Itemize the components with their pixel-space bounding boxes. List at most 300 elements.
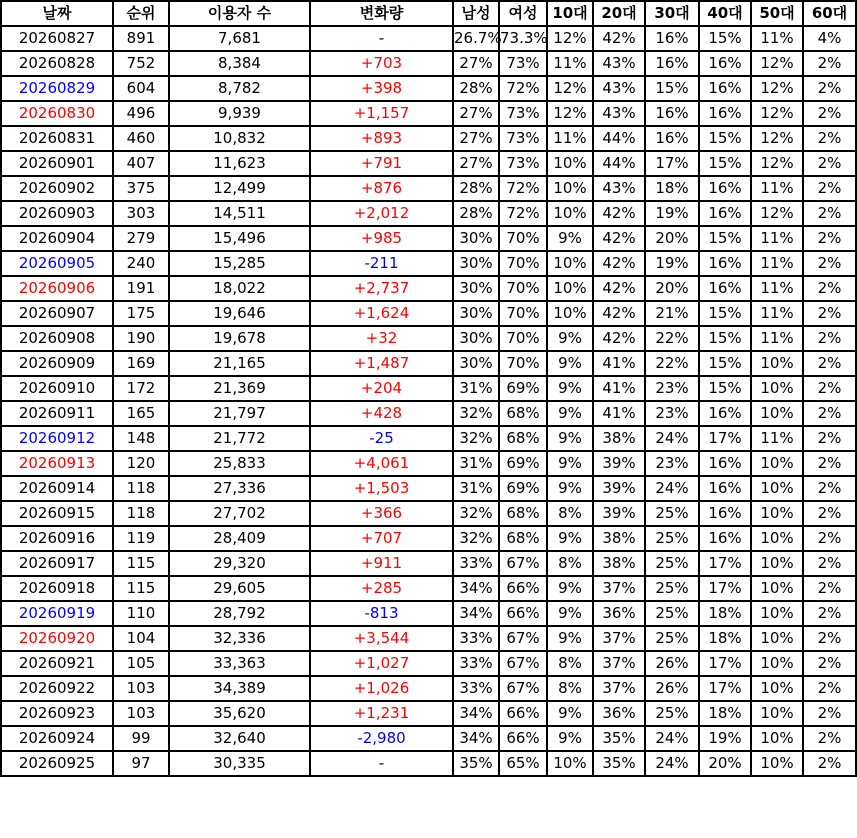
age-30s-cell: 25% — [645, 626, 699, 651]
male-cell: 33% — [453, 626, 499, 651]
age-60s-cell: 2% — [803, 676, 856, 701]
change-cell: +1,487 — [310, 351, 453, 376]
rank-cell: 496 — [113, 101, 169, 126]
age-10s-cell: 9% — [547, 626, 593, 651]
age-20s-cell: 42% — [593, 326, 645, 351]
change-cell: -25 — [310, 426, 453, 451]
age-50s-cell: 10% — [751, 526, 803, 551]
table-row — [1, 176, 856, 201]
age-50s-cell: 10% — [751, 701, 803, 726]
age-40s-cell: 15% — [699, 151, 751, 176]
table-row — [1, 76, 856, 101]
age-50s-cell: 10% — [751, 601, 803, 626]
age-10s-cell: 10% — [547, 751, 593, 776]
age-30s-cell: 24% — [645, 476, 699, 501]
female-cell: 69% — [499, 476, 547, 501]
age-20s-cell: 41% — [593, 376, 645, 401]
rank-cell: 104 — [113, 626, 169, 651]
age-10s-cell: 8% — [547, 501, 593, 526]
age-60s-cell: 2% — [803, 501, 856, 526]
female-cell: 68% — [499, 526, 547, 551]
date-cell: 20260909 — [1, 351, 113, 376]
date-cell: 20260831 — [1, 126, 113, 151]
age-40s-cell: 15% — [699, 301, 751, 326]
change-cell: +3,544 — [310, 626, 453, 651]
male-cell: 26.7% — [453, 26, 499, 51]
age-10s-cell: 10% — [547, 301, 593, 326]
age-10s-cell: 9% — [547, 476, 593, 501]
table-row — [1, 226, 856, 251]
age-40s-cell: 16% — [699, 476, 751, 501]
age-10s-cell: 10% — [547, 176, 593, 201]
age-50s-cell: 11% — [751, 226, 803, 251]
header-male: 남성 — [453, 1, 499, 26]
users-cell: 27,336 — [169, 476, 310, 501]
age-10s-cell: 11% — [547, 51, 593, 76]
age-50s-cell: 10% — [751, 476, 803, 501]
age-30s-cell: 25% — [645, 576, 699, 601]
change-cell: +707 — [310, 526, 453, 551]
age-60s-cell: 2% — [803, 351, 856, 376]
change-cell: -211 — [310, 251, 453, 276]
change-cell: +2,012 — [310, 201, 453, 226]
age-50s-cell: 11% — [751, 326, 803, 351]
change-cell: +876 — [310, 176, 453, 201]
male-cell: 28% — [453, 76, 499, 101]
age-40s-cell: 15% — [699, 226, 751, 251]
users-cell: 8,782 — [169, 76, 310, 101]
age-40s-cell: 15% — [699, 351, 751, 376]
age-50s-cell: 10% — [751, 576, 803, 601]
rank-cell: 115 — [113, 551, 169, 576]
users-cell: 12,499 — [169, 176, 310, 201]
age-10s-cell: 8% — [547, 676, 593, 701]
age-10s-cell: 9% — [547, 326, 593, 351]
age-30s-cell: 20% — [645, 276, 699, 301]
age-40s-cell: 17% — [699, 676, 751, 701]
age-20s-cell: 35% — [593, 751, 645, 776]
age-30s-cell: 21% — [645, 301, 699, 326]
change-cell: +1,157 — [310, 101, 453, 126]
age-60s-cell: 4% — [803, 26, 856, 51]
age-10s-cell: 11% — [547, 126, 593, 151]
age-60s-cell: 2% — [803, 576, 856, 601]
age-50s-cell: 11% — [751, 301, 803, 326]
age-60s-cell: 2% — [803, 201, 856, 226]
rank-cell: 119 — [113, 526, 169, 551]
age-50s-cell: 11% — [751, 251, 803, 276]
rank-cell: 172 — [113, 376, 169, 401]
age-30s-cell: 22% — [645, 351, 699, 376]
table-row — [1, 726, 856, 751]
users-cell: 21,797 — [169, 401, 310, 426]
header-row — [1, 1, 856, 26]
age-10s-cell: 9% — [547, 701, 593, 726]
age-20s-cell: 42% — [593, 26, 645, 51]
age-20s-cell: 38% — [593, 551, 645, 576]
age-30s-cell: 25% — [645, 501, 699, 526]
users-cell: 19,646 — [169, 301, 310, 326]
age-30s-cell: 24% — [645, 726, 699, 751]
rank-cell: 120 — [113, 451, 169, 476]
header-users: 이용자 수 — [169, 1, 310, 26]
users-cell: 32,640 — [169, 726, 310, 751]
female-cell: 73% — [499, 101, 547, 126]
age-50s-cell: 10% — [751, 726, 803, 751]
age-30s-cell: 26% — [645, 651, 699, 676]
age-30s-cell: 24% — [645, 426, 699, 451]
male-cell: 33% — [453, 651, 499, 676]
users-cell: 8,384 — [169, 51, 310, 76]
users-cell: 18,022 — [169, 276, 310, 301]
age-60s-cell: 2% — [803, 601, 856, 626]
male-cell: 35% — [453, 751, 499, 776]
table-row — [1, 376, 856, 401]
users-cell: 21,369 — [169, 376, 310, 401]
age-30s-cell: 17% — [645, 151, 699, 176]
table-body — [1, 26, 856, 776]
age-10s-cell: 10% — [547, 151, 593, 176]
age-40s-cell: 18% — [699, 601, 751, 626]
header-female: 여성 — [499, 1, 547, 26]
table-row — [1, 701, 856, 726]
age-20s-cell: 37% — [593, 576, 645, 601]
users-cell: 33,363 — [169, 651, 310, 676]
male-cell: 32% — [453, 526, 499, 551]
table-row — [1, 751, 856, 776]
age-50s-cell: 10% — [751, 626, 803, 651]
date-cell: 20260905 — [1, 251, 113, 276]
change-cell: +1,624 — [310, 301, 453, 326]
change-cell: +428 — [310, 401, 453, 426]
age-50s-cell: 11% — [751, 426, 803, 451]
age-50s-cell: 10% — [751, 751, 803, 776]
users-cell: 14,511 — [169, 201, 310, 226]
date-cell: 20260906 — [1, 276, 113, 301]
age-30s-cell: 20% — [645, 226, 699, 251]
rank-cell: 118 — [113, 476, 169, 501]
table-row — [1, 651, 856, 676]
age-40s-cell: 16% — [699, 201, 751, 226]
age-40s-cell: 15% — [699, 326, 751, 351]
age-60s-cell: 2% — [803, 226, 856, 251]
age-20s-cell: 38% — [593, 426, 645, 451]
age-60s-cell: 2% — [803, 726, 856, 751]
table-row — [1, 476, 856, 501]
age-10s-cell: 9% — [547, 576, 593, 601]
age-50s-cell: 12% — [751, 101, 803, 126]
age-60s-cell: 2% — [803, 276, 856, 301]
age-10s-cell: 9% — [547, 726, 593, 751]
male-cell: 33% — [453, 676, 499, 701]
rank-cell: 103 — [113, 676, 169, 701]
change-cell: -813 — [310, 601, 453, 626]
age-30s-cell: 22% — [645, 326, 699, 351]
age-10s-cell: 9% — [547, 376, 593, 401]
age-10s-cell: 12% — [547, 101, 593, 126]
date-cell: 20260901 — [1, 151, 113, 176]
age-20s-cell: 42% — [593, 251, 645, 276]
age-30s-cell: 23% — [645, 376, 699, 401]
date-cell: 20260925 — [1, 751, 113, 776]
rank-cell: 407 — [113, 151, 169, 176]
change-cell: +1,026 — [310, 676, 453, 701]
header-age-60s: 60대 — [803, 1, 856, 26]
male-cell: 30% — [453, 326, 499, 351]
age-20s-cell: 44% — [593, 151, 645, 176]
male-cell: 30% — [453, 226, 499, 251]
change-cell: +893 — [310, 126, 453, 151]
date-cell: 20260830 — [1, 101, 113, 126]
date-cell: 20260919 — [1, 601, 113, 626]
age-40s-cell: 18% — [699, 626, 751, 651]
age-50s-cell: 12% — [751, 151, 803, 176]
age-40s-cell: 16% — [699, 276, 751, 301]
rank-cell: 240 — [113, 251, 169, 276]
change-cell: +911 — [310, 551, 453, 576]
age-50s-cell: 10% — [751, 501, 803, 526]
rank-cell: 891 — [113, 26, 169, 51]
age-30s-cell: 16% — [645, 26, 699, 51]
age-20s-cell: 43% — [593, 76, 645, 101]
date-cell: 20260920 — [1, 626, 113, 651]
female-cell: 68% — [499, 501, 547, 526]
rank-cell: 375 — [113, 176, 169, 201]
age-30s-cell: 23% — [645, 451, 699, 476]
female-cell: 70% — [499, 326, 547, 351]
date-cell: 20260914 — [1, 476, 113, 501]
age-40s-cell: 17% — [699, 576, 751, 601]
age-10s-cell: 10% — [547, 251, 593, 276]
age-60s-cell: 2% — [803, 651, 856, 676]
age-30s-cell: 19% — [645, 251, 699, 276]
female-cell: 70% — [499, 251, 547, 276]
date-cell: 20260923 — [1, 701, 113, 726]
date-cell: 20260902 — [1, 176, 113, 201]
age-50s-cell: 11% — [751, 176, 803, 201]
age-40s-cell: 16% — [699, 101, 751, 126]
age-30s-cell: 16% — [645, 51, 699, 76]
date-cell: 20260918 — [1, 576, 113, 601]
users-cell: 15,285 — [169, 251, 310, 276]
age-30s-cell: 15% — [645, 76, 699, 101]
change-cell: +1,231 — [310, 701, 453, 726]
rank-cell: 97 — [113, 751, 169, 776]
age-40s-cell: 16% — [699, 501, 751, 526]
rank-cell: 165 — [113, 401, 169, 426]
age-10s-cell: 12% — [547, 26, 593, 51]
female-cell: 67% — [499, 651, 547, 676]
date-cell: 20260922 — [1, 676, 113, 701]
table-row — [1, 601, 856, 626]
users-cell: 29,320 — [169, 551, 310, 576]
age-40s-cell: 16% — [699, 451, 751, 476]
age-50s-cell: 12% — [751, 51, 803, 76]
change-cell: +1,503 — [310, 476, 453, 501]
age-60s-cell: 2% — [803, 101, 856, 126]
age-60s-cell: 2% — [803, 76, 856, 101]
age-40s-cell: 17% — [699, 551, 751, 576]
age-30s-cell: 26% — [645, 676, 699, 701]
age-60s-cell: 2% — [803, 751, 856, 776]
change-cell: +204 — [310, 376, 453, 401]
date-cell: 20260921 — [1, 651, 113, 676]
rank-cell: 303 — [113, 201, 169, 226]
users-cell: 29,605 — [169, 576, 310, 601]
change-cell: - — [310, 26, 453, 51]
table-row — [1, 276, 856, 301]
change-cell: +985 — [310, 226, 453, 251]
age-10s-cell: 9% — [547, 426, 593, 451]
age-20s-cell: 43% — [593, 176, 645, 201]
header-age-10s: 10대 — [547, 1, 593, 26]
change-cell: +791 — [310, 151, 453, 176]
age-30s-cell: 19% — [645, 201, 699, 226]
table-row — [1, 451, 856, 476]
female-cell: 69% — [499, 376, 547, 401]
age-20s-cell: 38% — [593, 526, 645, 551]
age-30s-cell: 25% — [645, 526, 699, 551]
age-40s-cell: 16% — [699, 51, 751, 76]
male-cell: 31% — [453, 376, 499, 401]
table-row — [1, 626, 856, 651]
date-cell: 20260913 — [1, 451, 113, 476]
age-50s-cell: 10% — [751, 451, 803, 476]
table-row — [1, 326, 856, 351]
female-cell: 65% — [499, 751, 547, 776]
male-cell: 30% — [453, 276, 499, 301]
table-row — [1, 576, 856, 601]
age-40s-cell: 16% — [699, 76, 751, 101]
age-50s-cell: 10% — [751, 551, 803, 576]
female-cell: 73% — [499, 51, 547, 76]
age-30s-cell: 25% — [645, 551, 699, 576]
users-cell: 27,702 — [169, 501, 310, 526]
age-20s-cell: 39% — [593, 501, 645, 526]
age-60s-cell: 2% — [803, 426, 856, 451]
age-60s-cell: 2% — [803, 151, 856, 176]
female-cell: 66% — [499, 576, 547, 601]
header-age-40s: 40대 — [699, 1, 751, 26]
users-cell: 28,792 — [169, 601, 310, 626]
age-20s-cell: 41% — [593, 351, 645, 376]
age-20s-cell: 43% — [593, 101, 645, 126]
age-40s-cell: 18% — [699, 701, 751, 726]
rank-cell: 191 — [113, 276, 169, 301]
date-cell: 20260915 — [1, 501, 113, 526]
users-cell: 19,678 — [169, 326, 310, 351]
age-40s-cell: 16% — [699, 526, 751, 551]
age-40s-cell: 15% — [699, 126, 751, 151]
date-cell: 20260903 — [1, 201, 113, 226]
female-cell: 67% — [499, 676, 547, 701]
age-20s-cell: 42% — [593, 201, 645, 226]
rank-cell: 103 — [113, 701, 169, 726]
change-cell: +366 — [310, 501, 453, 526]
header-age-50s: 50대 — [751, 1, 803, 26]
age-30s-cell: 24% — [645, 751, 699, 776]
age-10s-cell: 9% — [547, 226, 593, 251]
table-row — [1, 426, 856, 451]
age-10s-cell: 10% — [547, 201, 593, 226]
female-cell: 72% — [499, 176, 547, 201]
age-20s-cell: 35% — [593, 726, 645, 751]
rank-cell: 148 — [113, 426, 169, 451]
age-20s-cell: 42% — [593, 301, 645, 326]
users-cell: 15,496 — [169, 226, 310, 251]
age-60s-cell: 2% — [803, 526, 856, 551]
date-cell: 20260912 — [1, 426, 113, 451]
age-60s-cell: 2% — [803, 626, 856, 651]
header-age-20s: 20대 — [593, 1, 645, 26]
date-cell: 20260908 — [1, 326, 113, 351]
age-20s-cell: 37% — [593, 676, 645, 701]
age-50s-cell: 12% — [751, 201, 803, 226]
age-10s-cell: 10% — [547, 276, 593, 301]
age-60s-cell: 2% — [803, 376, 856, 401]
female-cell: 68% — [499, 401, 547, 426]
age-20s-cell: 43% — [593, 51, 645, 76]
date-cell: 20260910 — [1, 376, 113, 401]
table-row — [1, 676, 856, 701]
male-cell: 31% — [453, 451, 499, 476]
rank-cell: 175 — [113, 301, 169, 326]
age-50s-cell: 10% — [751, 376, 803, 401]
male-cell: 27% — [453, 101, 499, 126]
female-cell: 67% — [499, 551, 547, 576]
age-30s-cell: 23% — [645, 401, 699, 426]
age-40s-cell: 17% — [699, 426, 751, 451]
rank-cell: 460 — [113, 126, 169, 151]
table-row — [1, 526, 856, 551]
date-cell: 20260916 — [1, 526, 113, 551]
age-10s-cell: 9% — [547, 401, 593, 426]
age-10s-cell: 9% — [547, 351, 593, 376]
male-cell: 30% — [453, 351, 499, 376]
male-cell: 27% — [453, 51, 499, 76]
female-cell: 66% — [499, 701, 547, 726]
rank-cell: 115 — [113, 576, 169, 601]
age-20s-cell: 44% — [593, 126, 645, 151]
age-10s-cell: 9% — [547, 451, 593, 476]
female-cell: 70% — [499, 351, 547, 376]
age-60s-cell: 2% — [803, 176, 856, 201]
age-20s-cell: 37% — [593, 626, 645, 651]
age-50s-cell: 12% — [751, 126, 803, 151]
age-10s-cell: 9% — [547, 601, 593, 626]
users-cell: 32,336 — [169, 626, 310, 651]
age-60s-cell: 2% — [803, 551, 856, 576]
age-30s-cell: 25% — [645, 601, 699, 626]
rank-cell: 110 — [113, 601, 169, 626]
age-60s-cell: 2% — [803, 126, 856, 151]
female-cell: 67% — [499, 626, 547, 651]
age-50s-cell: 11% — [751, 276, 803, 301]
male-cell: 28% — [453, 201, 499, 226]
table-row — [1, 501, 856, 526]
users-cell: 10,832 — [169, 126, 310, 151]
age-30s-cell: 25% — [645, 701, 699, 726]
age-10s-cell: 9% — [547, 526, 593, 551]
male-cell: 34% — [453, 701, 499, 726]
change-cell: -2,980 — [310, 726, 453, 751]
age-20s-cell: 41% — [593, 401, 645, 426]
rank-cell: 279 — [113, 226, 169, 251]
male-cell: 33% — [453, 551, 499, 576]
age-40s-cell: 15% — [699, 26, 751, 51]
table-row — [1, 301, 856, 326]
header-change: 변화량 — [310, 1, 453, 26]
